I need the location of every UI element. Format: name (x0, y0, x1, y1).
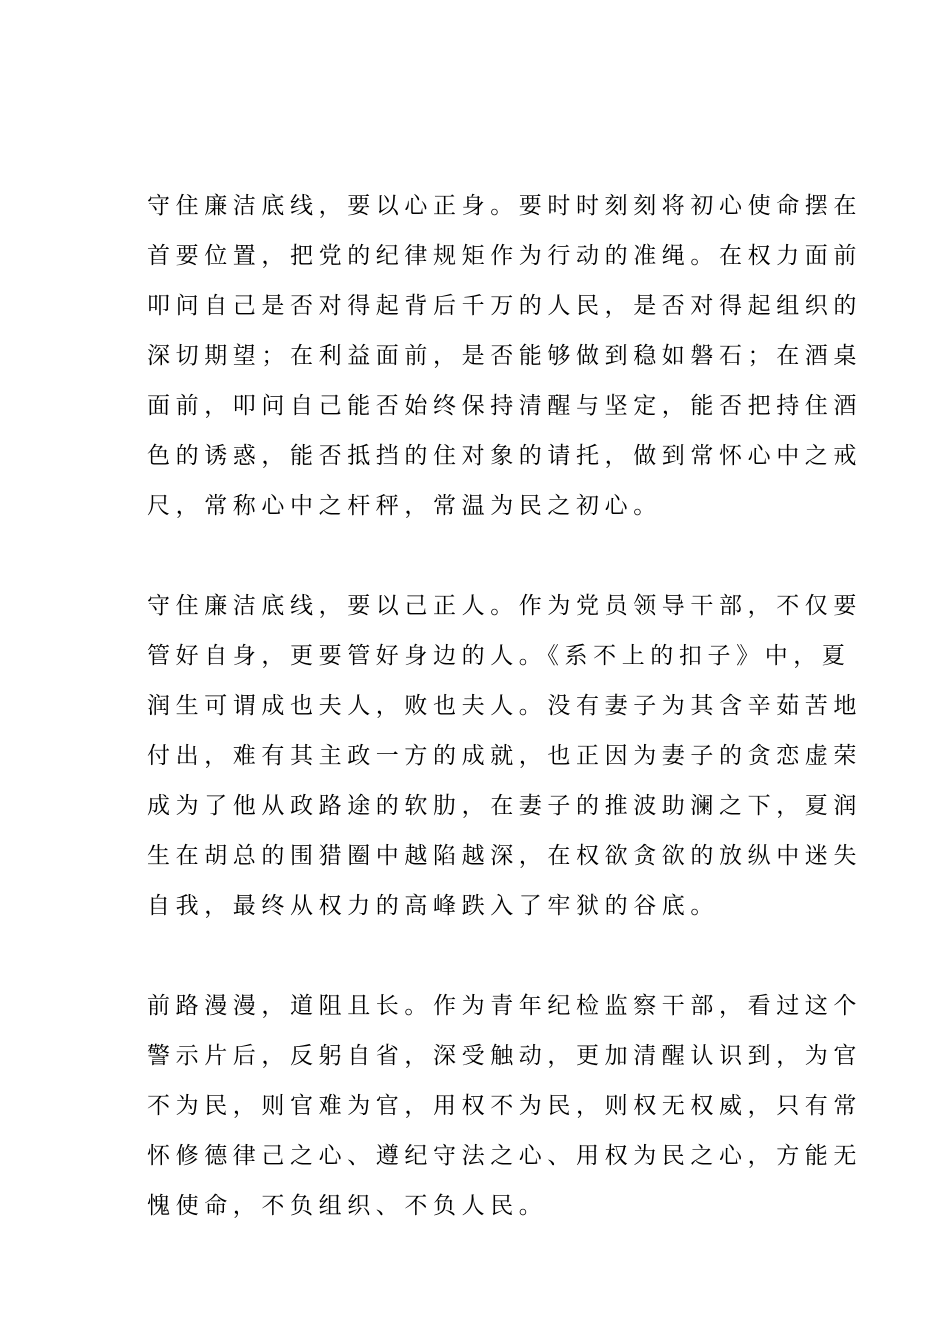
paragraph-1 (147, 181, 862, 531)
text-line: 深切期望；在利益面前，是否能够做到稳如磐石；在酒桌 (147, 343, 862, 369)
text-line: 生在胡总的围猎圈中越陷越深，在权欲贪欲的放纵中迷失 (147, 843, 862, 869)
paragraph-3 (147, 981, 862, 1231)
paragraph-2 (147, 581, 862, 931)
document-body (147, 181, 862, 1281)
text-line: 不为民，则官难为官，用权不为民，则权无权威，只有常 (147, 1093, 862, 1119)
text-line: 成为了他从政路途的软肋，在妻子的推波助澜之下，夏润 (147, 793, 862, 819)
text-line: 管好自身，更要管好身边的人。《系不上的扣子》中，夏 (147, 643, 851, 669)
text-line: 愧使命，不负组织、不负人民。 (147, 1193, 548, 1219)
text-line: 色的诱惑，能否抵挡的住对象的请托，做到常怀心中之戒 (147, 443, 862, 469)
text-line: 叩问自己是否对得起背后千万的人民，是否对得起组织的 (147, 293, 862, 319)
text-line: 守住廉洁底线，要以心正身。要时时刻刻将初心使命摆在 (147, 193, 862, 219)
text-line: 自我，最终从权力的高峰跌入了牢狱的谷底。 (147, 893, 719, 919)
text-line: 润生可谓成也夫人，败也夫人。没有妻子为其含辛茹苦地 (147, 693, 862, 719)
text-line: 首要位置，把党的纪律规矩作为行动的准绳。在权力面前 (147, 243, 862, 269)
text-line: 守住廉洁底线，要以己正人。作为党员领导干部，不仅要 (147, 593, 862, 619)
text-line: 尺，常称心中之杆秤，常温为民之初心。 (147, 493, 662, 519)
text-line: 面前，叩问自己能否始终保持清醒与坚定，能否把持住酒 (147, 393, 862, 419)
text-line: 怀修德律己之心、遵纪守法之心、用权为民之心，方能无 (147, 1143, 862, 1169)
text-line: 前路漫漫，道阻且长。作为青年纪检监察干部，看过这个 (147, 993, 862, 1019)
text-line: 付出，难有其主政一方的成就，也正因为妻子的贪恋虚荣 (147, 743, 862, 769)
text-line: 警示片后，反躬自省，深受触动，更加清醒认识到，为官 (147, 1043, 862, 1069)
